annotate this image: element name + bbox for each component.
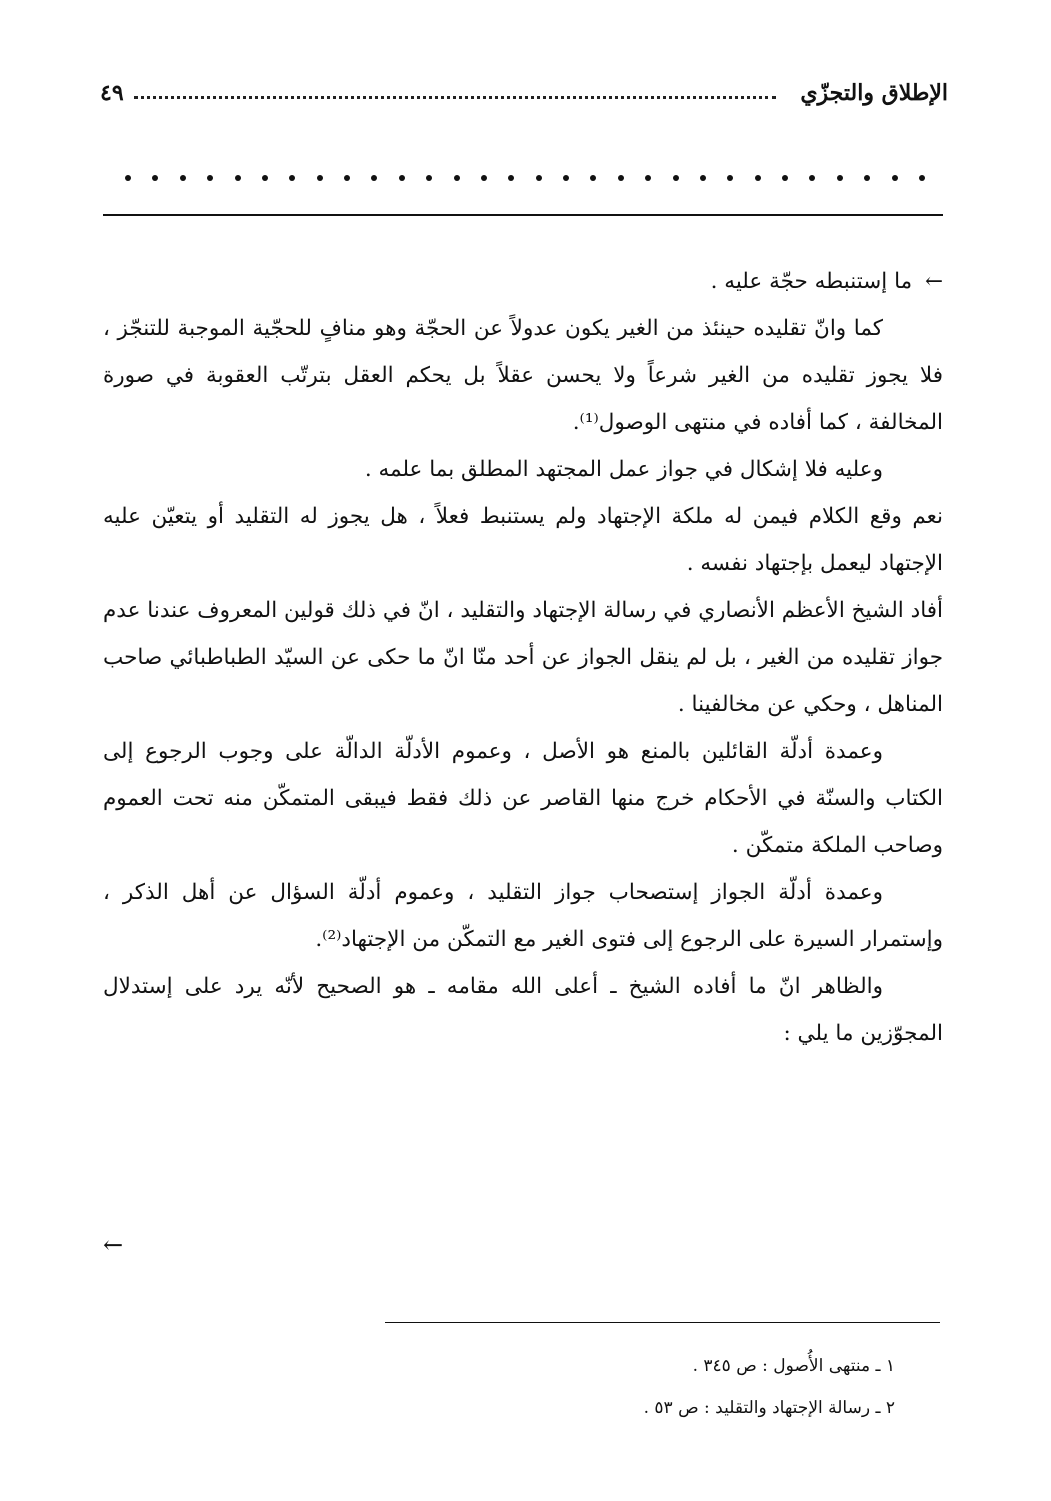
decorative-dot bbox=[809, 175, 815, 181]
decorative-dot bbox=[673, 175, 679, 181]
decorative-dot bbox=[207, 175, 213, 181]
continuation-arrow-icon: ← bbox=[924, 269, 943, 294]
footnote: ٢ ـ رسالة الإجتهاد والتقليد : ص ٥٣ . bbox=[643, 1398, 895, 1418]
decorative-dot bbox=[125, 175, 131, 181]
decorative-dot bbox=[864, 175, 870, 181]
decorative-dot-row bbox=[125, 168, 925, 188]
paragraph: والظاهر انّ ما أفاده الشيخ ـ أعلى الله مقامه ـ هو الصحيح لأنّه يرد على إستدلال المجوّزين ما يلي : bbox=[103, 974, 943, 1046]
decorative-dot bbox=[262, 175, 268, 181]
decorative-dot bbox=[700, 175, 706, 181]
decorative-dot bbox=[782, 175, 788, 181]
decorative-dot bbox=[317, 175, 323, 181]
paragraph: كما وانّ تقليده حينئذ من الغير يكون عدولاً عن الحجّة وهو منافٍ للحجّية الموجبة للتنجّز ، فلا يجوز تقليده من الغير شرعاً ولا يحسن عقلاً بل يحكم العقل بترتّب العقوبة في صورة المخالفة ، كما أفاده في منتهى الوصول⁽¹⁾. bbox=[103, 316, 943, 435]
paragraph: وعليه فلا إشكال في جواز عمل المجتهد المطلق بما علمه . bbox=[364, 457, 883, 482]
decorative-dot bbox=[727, 175, 733, 181]
decorative-dot bbox=[508, 175, 514, 181]
paragraph: وعمدة أدلّة القائلين بالمنع هو الأصل ، وعموم الأدلّة الدالّة على وجوب الرجوع إلى الكتاب والسنّة في الأحكام خرج منها القاصر عن ذلك فقط فيبقى المتمكّن منه تحت العموم وصاحب الملكة متمكّن . bbox=[103, 739, 943, 858]
decorative-dot bbox=[536, 175, 542, 181]
decorative-dot bbox=[481, 175, 487, 181]
header-dot-leader bbox=[134, 96, 777, 99]
decorative-dot bbox=[454, 175, 460, 181]
decorative-dot bbox=[837, 175, 843, 181]
page-number: ٤٩ bbox=[100, 80, 124, 106]
decorative-dot bbox=[235, 175, 241, 181]
paragraph-text: ما إستنبطه حجّة عليه . bbox=[710, 269, 913, 294]
decorative-dot bbox=[590, 175, 596, 181]
paragraph bbox=[103, 258, 943, 305]
decorative-dot bbox=[919, 175, 925, 181]
paragraph: نعم وقع الكلام فيمن له ملكة الإجتهاد ولم يستنبط فعلاً ، هل يجوز له التقليد أو يتعيّن عليه الإجتهاد ليعمل بإجتهاد نفسه . bbox=[103, 504, 943, 576]
decorative-dot bbox=[399, 175, 405, 181]
footnotes bbox=[385, 1345, 895, 1429]
decorative-dot bbox=[371, 175, 377, 181]
body-text bbox=[103, 258, 943, 1057]
paragraph: وعمدة أدلّة الجواز إستصحاب جواز التقليد ، وعموم أدلّة السؤال عن أهل الذكر ، وإستمرار السيرة على الرجوع إلى فتوى الغير مع التمكّن من الإجتهاد⁽²⁾. bbox=[103, 880, 943, 952]
header-divider bbox=[103, 214, 943, 216]
paragraph: أفاد الشيخ الأعظم الأنصاري في رسالة الإجتهاد والتقليد ، انّ في ذلك قولين المعروف عندنا عدم جواز تقليده من الغير ، بل لم ينقل الجواز عن أحد منّا انّ ما حكى عن السيّد الطباطبائي صاحب المناهل ، وحكي عن مخالفينا . bbox=[103, 598, 943, 717]
page-continuation-arrow-icon: ← bbox=[103, 1231, 124, 1259]
decorative-dot bbox=[344, 175, 350, 181]
decorative-dot bbox=[618, 175, 624, 181]
decorative-dot bbox=[892, 175, 898, 181]
decorative-dot bbox=[152, 175, 158, 181]
footnote-divider bbox=[385, 1322, 940, 1323]
decorative-dot bbox=[563, 175, 569, 181]
decorative-dot bbox=[289, 175, 295, 181]
decorative-dot bbox=[645, 175, 651, 181]
running-header bbox=[100, 70, 948, 116]
footnote: ١ ـ منتهى الأُصول : ص ٣٤٥ . bbox=[692, 1356, 895, 1376]
decorative-dot bbox=[755, 175, 761, 181]
decorative-dot bbox=[426, 175, 432, 181]
decorative-dot bbox=[180, 175, 186, 181]
running-header-title: الإطلاق والتجزّي bbox=[800, 80, 948, 106]
